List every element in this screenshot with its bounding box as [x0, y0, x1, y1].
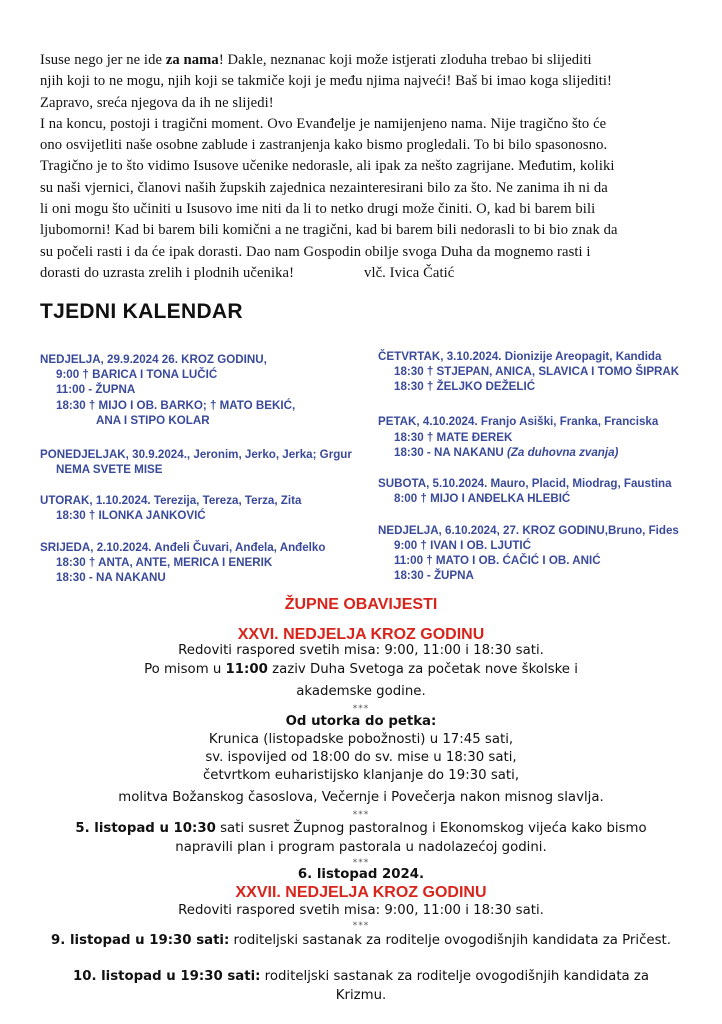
calendar-entry: 11:00 - ŽUPNA	[56, 383, 136, 396]
calendar-entry: 18:30 † STJEPAN, ANICA, SLAVICA I TOMO ŠIPRAK	[394, 365, 680, 378]
calendar-entry: 18:30 † MIJO I OB. BARKO; † MATO BEKIĆ,	[56, 399, 296, 412]
text: zaziv Duha Svetoga za početak nove školske i	[267, 662, 578, 677]
bold-text: 9. listopad u 19:30 sati:	[51, 933, 230, 948]
text: roditeljski sastanak za roditelje ovogodišnjih kandidata za Pričest.	[229, 933, 671, 948]
calendar-entry: 18:30 † ANTA, ANTE, MERICA I ENERIK	[56, 556, 273, 569]
text: Isuse nego jer ne ide	[40, 52, 166, 68]
calendar-entry: 18:30 - NA NAKANU	[56, 571, 166, 584]
calendar-entry: NEMA SVETE MISE	[56, 463, 163, 476]
calendar-title: TJEDNI KALENDAR	[40, 300, 243, 323]
notice-line: napravili plan i program pastorala u nadolazećoj godini.	[175, 840, 547, 855]
calendar-entry-header: SUBOTA, 5.10.2024. Mauro, Placid, Miodrag, Faustina	[378, 477, 672, 490]
notice-heading: XXVII. NEDJELJA KROZ GODINU	[235, 884, 487, 901]
calendar-entry: 11:00 † MATO I OB. ĆAČIĆ I OB. ANIĆ	[394, 554, 601, 567]
notice-line: Krizmu.	[335, 988, 387, 1003]
notice-line: četvrtkom euharistijsko klanjanje do 19:30 sati,	[202, 768, 520, 783]
notice-line: akademske godine.	[296, 684, 426, 699]
bold-text: 10. listopad u 19:30 sati:	[72, 969, 261, 984]
separator: ***	[352, 810, 370, 820]
notice-line	[0, 933, 722, 948]
calendar-entry: 18:30 † ILONKA JANKOVIĆ	[56, 509, 206, 522]
text: sati susret Župnog pastoralnog i Ekonomskog vijeća kako bismo	[215, 821, 647, 836]
calendar-entry: 9:00 † BARICA I TONA LUČIĆ	[56, 368, 218, 381]
notice-line: Krunica (listopadske pobožnosti) u 17:45 sati,	[208, 732, 514, 747]
separator: ***	[352, 704, 370, 714]
sermon-line: I na koncu, postoji i tragični moment. Ovo Evanđelje je namijenjeno nama. Nije tragično što će	[40, 115, 607, 132]
calendar-entry: 18:30 † MATE ĐEREK	[394, 431, 513, 444]
calendar-entry-header: PONEDJELJAK, 30.9.2024., Jeronim, Jerko, Jerka; Grgur	[40, 448, 352, 461]
calendar-entry: ANA I STIPO KOLAR	[96, 414, 210, 427]
calendar-entry: 9:00 † IVAN I OB. LJUTIĆ	[394, 539, 532, 552]
calendar-entry: 18:30 - ŽUPNA	[394, 569, 474, 582]
notice-heading: XXVI. NEDJELJA KROZ GODINU	[237, 626, 485, 643]
calendar-entry: 18:30 † ŽELJKO DEŽELIĆ	[394, 380, 536, 393]
notices-title: ŽUPNE OBAVIJESTI	[284, 596, 438, 613]
calendar-entry-header: UTORAK, 1.10.2024. Terezija, Tereza, Terza, Zita	[40, 494, 302, 507]
notice-date: 6. listopad 2024.	[297, 867, 425, 882]
notice-heading: Od utorka do petka:	[285, 714, 437, 729]
sermon-line: su naši vjernici, članovi naših župskih zajednica nezainteresirani bilo za što. Ne zanima ih ni da	[40, 179, 608, 196]
bold-text: 11:00	[225, 662, 268, 677]
sermon-line: ljubomorni! Kad bi barem bili komični a ne tragični, kad bi barem bili nedorasli to bi bio znak da	[40, 222, 618, 239]
separator: ***	[352, 921, 370, 931]
sermon-line: li oni mogu što učiniti u Isusovo ime niti da li to netko drugi može činiti. O, kad bi barem bili	[40, 201, 596, 218]
calendar-entry	[378, 445, 618, 460]
calendar-entry-header: ČETVRTAK, 3.10.2024. Dionizije Areopagit, Kandida	[378, 350, 662, 363]
notice-line	[0, 969, 722, 984]
calendar-entry: 8:00 † MIJO I ANĐELKA HLEBIĆ	[394, 492, 571, 505]
bold-text: 5. listopad u 10:30	[75, 821, 216, 836]
sermon-line: su počeli rasti i da će ipak dorasti. Dao nam Gospodin obilje svoga Duha da mognemo rasti i	[40, 243, 591, 260]
notice-line: sv. ispovijed od 18:00 do sv. mise u 18:30 sati,	[205, 750, 517, 765]
signature: vlč. Ivica Čatić	[364, 264, 455, 281]
calendar-entry-header: NEDJELJA, 6.10.2024, 27. KROZ GODINU,Bruno, Fides	[378, 524, 679, 537]
calendar-entry-header: NEDJELJA, 29.9.2024 26. KROZ GODINU,	[40, 353, 267, 366]
notice-line: molitva Božanskog časoslova, Večernje i Povečerja nakon misnog slavlja.	[118, 790, 604, 805]
notice-line: Redoviti raspored svetih misa: 9:00, 11:00 i 18:30 sati.	[178, 903, 544, 918]
sermon-line: njih koji to ne mogu, njih koji se takmiče koji je među njima najveći! Baš bi imao koga slijediti!	[40, 73, 612, 90]
sermon-line: ono osvijetliti naše osobne zablude i zastranjenja kako bismo progledali. To bi bilo spasonosno.	[40, 137, 608, 154]
separator: ***	[352, 858, 370, 868]
text: 18:30 - NA NAKANU	[394, 446, 507, 459]
notice-line: Redoviti raspored svetih misa: 9:00, 11:00 i 18:30 sati.	[178, 643, 544, 658]
text: Po misom u	[144, 662, 226, 677]
bold-text: za nama	[165, 52, 219, 68]
text: dorasti do uzrasta zrelih i plodnih učenika!	[40, 264, 295, 281]
text: ! Dakle, neznanac koji može istjerati zloduha trebao bi slijediti	[218, 52, 592, 68]
notice-line	[0, 821, 722, 836]
calendar-entry-header: PETAK, 4.10.2024. Franjo Asiški, Franka, Franciska	[378, 415, 659, 428]
sermon-line: Zapravo, sreća njegova da ih ne slijedi!	[40, 94, 274, 111]
sermon-line: Tragično je to što vidimo Isusove učenike nedorasle, ali ipak za nešto zagrijane. Međutim, koliki	[40, 158, 615, 175]
intention-note: (Za duhovna zvanja)	[506, 446, 619, 459]
sermon-text	[40, 50, 690, 284]
calendar-entry-header: SRIJEDA, 2.10.2024. Anđeli Čuvari, Anđela, Anđelko	[40, 541, 326, 554]
notice-line	[0, 662, 722, 677]
sermon-line	[40, 263, 690, 284]
sermon-line	[40, 50, 690, 71]
text: roditeljski sastanak za roditelje ovogodišnjih kandidata za	[260, 969, 650, 984]
